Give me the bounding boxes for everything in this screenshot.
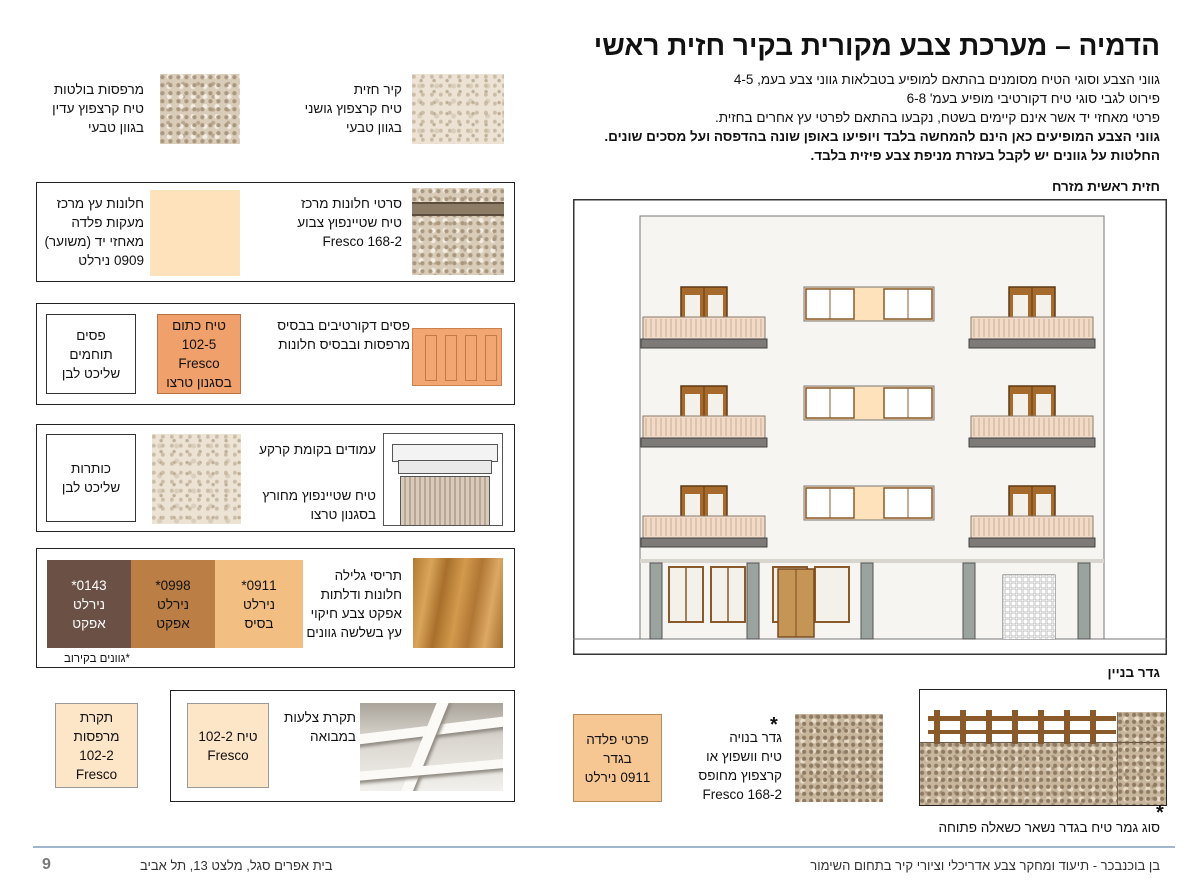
front-wall-label: קיר חזית טיח קרצפוץ גושני בגוון טבעי [304,82,402,135]
facade-drawing [573,199,1167,655]
notes-block [540,70,1160,165]
footer-divider [33,846,1175,848]
footer-author: בן בוכנבכר - תיעוד ומחקר צבע אדריכלי וציורי קיר בתחום השימור [810,858,1160,873]
shutters-label: תריסי גלילה חלונות ודלתות אפקט צבע חיקוי עץ בשלשה גוונים [306,568,402,640]
fence-plaster-label: גדר בנויה טיח וושפוץ או קרצפוץ מחופס Fresco 168-2 [698,730,782,802]
window-strip-sample [412,188,504,275]
page-title: הדמיה – מערכת צבע מקורית בקיר חזית ראשי [593,30,1160,61]
entrance-ceiling-label: תקרת צלעות במבואה [284,710,356,744]
center-windows-label: חלונות עץ מרכז מעקות פלדה מאחזי יד (משוער) 0909 נירלט [44,196,144,268]
steel-details-swatch: פרטי פלדה בגדר 0911 נירלט [573,714,662,802]
note-line: גווני הצבע וסוגי הטיח מסומנים בהתאם למופיע בטבלאות גווני צבע בעמ, 4-5 [733,72,1160,87]
shutter-color-mid: 0998* נירלט אפקט [131,560,215,648]
bounding-strips-swatch: פסים תוחמים שליכט לבן [46,314,136,394]
approx-colors-note: *גוונים בקירוב [64,653,130,665]
window-strip-swatch [150,190,240,276]
fence-drawing [919,689,1167,806]
facade-title: חזית ראשית מזרח [1051,179,1160,194]
note-line-bold: גווני הצבע המופיעים כאן הינם להמחשה בלבד ויופיעו באופן שונה בהדפסה ועל מסכים שונים. [604,129,1160,144]
shutter-color-base: 0911* נירלט בסיס [215,560,303,648]
fence-footnote: סוג גמר טיח בגדר נשאר כשאלה פתוחה [938,820,1160,835]
columns-plaster-label: טיח שטיינפוץ מחורץ בסגנון טרצו [262,488,376,522]
window-strips-label: סרטי חלונות מרכז טיח שטיינפוץ צבוע Fresco 168-2 [297,196,402,249]
note-line: פירוט לגבי סוגי טיח דקורטיבי מופיע בעמ' 6-8 [906,91,1160,106]
columns-title: עמודים בקומת קרקע [259,442,376,457]
fence-title: גדר בניין [1107,665,1160,680]
column-capital-drawing [383,433,503,526]
decor-strip-sample [412,328,502,386]
wood-effect-sample [413,558,503,648]
capitals-swatch: כותרות שליכט לבן [46,434,136,522]
shutter-color-dark: 0143* נירלט אפקט [47,560,131,648]
balcony-plaster-sample [160,74,240,144]
rib-ceiling-photo [360,703,503,791]
fence-plaster-sample [795,714,883,802]
balcony-ceiling-swatch: תקרת מרפסות 102-2 Fresco [55,703,138,788]
footer-address: בית אפרים סגל, מלצט 13, תל אביב [140,858,333,873]
balcony-label: מרפסות בולטות טיח קרצפוץ עדין בגוון טבעי [52,82,144,135]
page-number: 9 [42,856,51,873]
decor-strips-label: פסים דקורטיבים בבסיס מרפסות ובבסיס חלונות [277,318,410,352]
fence-star: * [770,714,778,736]
note-line: פרטי מאחזי יד אשר אינם קיימים בשטח, נקבעו בהתאם לפרטי עץ אחרים בחזית. [714,110,1160,125]
front-wall-plaster-sample [412,74,504,144]
note-line-bold: החלטות על גוונים יש לקבל בעזרת מניפת צבע פיזית בלבד. [810,148,1160,163]
orange-plaster-swatch: טיח כתום 102-5 Fresco בסגנון טרצו [157,314,241,394]
fence-footnote-star: * [1156,802,1164,824]
columns-plaster-sample [152,434,241,524]
entrance-ceiling-swatch: טיח 102-2 Fresco [187,703,269,788]
